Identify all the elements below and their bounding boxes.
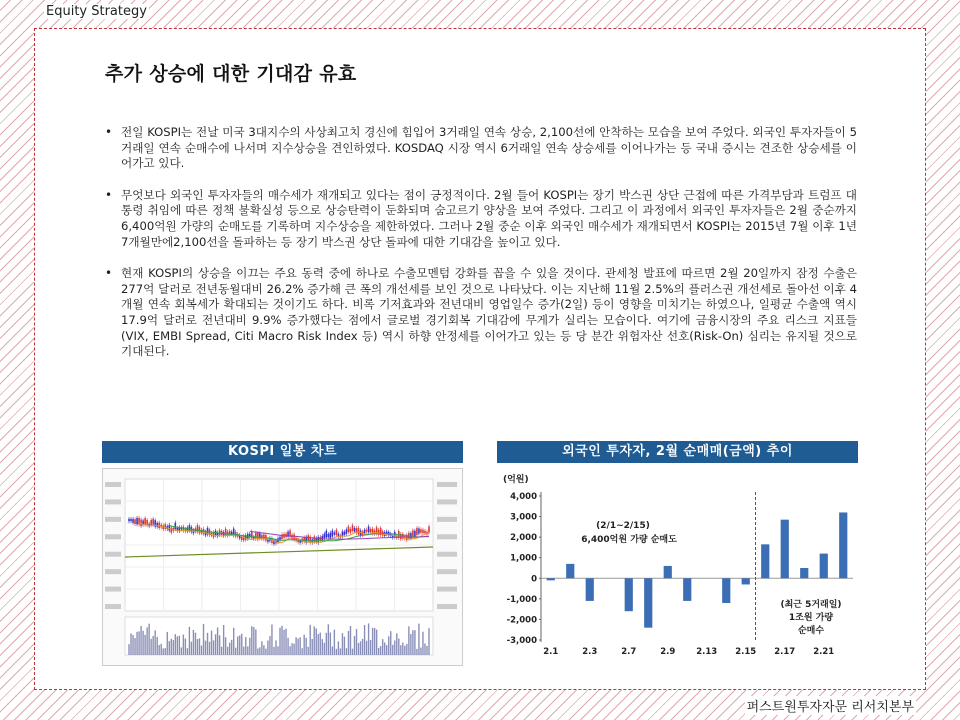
- candle-body: [197, 525, 199, 532]
- volume-bar: [283, 630, 284, 655]
- kospi-chart-svg: [103, 469, 462, 665]
- volume-bar: [316, 628, 317, 655]
- bullet-item: • 무엇보다 외국인 투자자들의 매수세가 재개되고 있다는 점이 긍정적이다. 2월 들어 KOSPI는 장기 박스권 상단 근접에 따른 가격부담과 트럼프 대통령 취임에 따른 정책 불확실성 등으로 상승탄력이 둔화되며 숨고르기 양상을 보여 주었다. 그리고 이 과정에서 외국인 투자자들은 2월 중순까지 6,400억원 가량의 순매도를 기록하며 지수상승을 제한하였다. 그러나 2월 중순 이후 외국인 매수세가 재개되면서 KOSPI는 2015년 7월 이후 1년 7개월만에2,100선을 돌파하는 등 장기 박스권 상단 돌파에 대한 기대감을 높이고 있다.: [105, 188, 857, 250]
- volume-bar: [374, 628, 375, 655]
- y-tick-label: -3,000: [506, 636, 537, 646]
- volume-bar: [392, 645, 393, 655]
- candle-body: [150, 520, 152, 525]
- volume-bar: [320, 633, 321, 655]
- x-tick-label: 2.15: [735, 647, 757, 657]
- volume-bar: [318, 634, 319, 655]
- candle-body: [136, 518, 138, 524]
- x-tick-label: 2.17: [774, 647, 796, 657]
- candle-body: [291, 535, 293, 539]
- candle-body: [342, 531, 344, 536]
- price-axis-tick: [437, 534, 457, 539]
- candle-body: [368, 526, 370, 532]
- candle-body: [189, 525, 191, 531]
- volume-bar: [128, 644, 129, 655]
- volume-bar: [255, 629, 256, 655]
- bullet-list: [105, 125, 857, 376]
- y-tick-label: 3,000: [510, 512, 537, 523]
- volume-bar: [253, 627, 254, 655]
- bar-2.15: [742, 578, 750, 584]
- volume-bar: [195, 633, 196, 655]
- candle-body: [418, 528, 420, 533]
- volume-bar: [396, 633, 397, 655]
- volume-bar: [289, 646, 290, 655]
- bar-2.9: [664, 566, 672, 578]
- volume-bar: [364, 625, 365, 655]
- section-label: Equity Strategy: [46, 4, 147, 19]
- volume-bar: [159, 645, 160, 655]
- candle-body: [156, 523, 158, 527]
- volume-bar: [146, 627, 147, 655]
- volume-bar: [400, 645, 401, 655]
- volume-bar: [376, 630, 377, 655]
- annotation-period-2: (최근 5거래일): [780, 600, 842, 610]
- candle-body: [350, 529, 352, 533]
- volume-bar: [144, 635, 145, 655]
- volume-bar: [307, 647, 308, 655]
- volume-bar: [328, 624, 329, 655]
- volume-bar: [297, 639, 298, 655]
- volume-bar: [189, 627, 190, 655]
- volume-bar: [338, 641, 339, 655]
- volume-bar: [261, 641, 262, 655]
- volume-bar: [285, 629, 286, 655]
- price-axis-tick: [437, 517, 457, 522]
- annotation-net-buy: 순매수: [797, 626, 825, 636]
- volume-bar: [398, 639, 399, 655]
- candle-body: [170, 527, 172, 532]
- candle-body: [336, 530, 338, 535]
- volume-bar: [154, 630, 155, 655]
- candle-body: [422, 530, 424, 533]
- candle-body: [241, 537, 243, 540]
- volume-bar: [223, 625, 224, 655]
- page-title: 추가 상승에 대한 기대감 유효: [105, 63, 357, 85]
- volume-bar: [263, 645, 264, 655]
- volume-bar: [269, 636, 270, 655]
- candle-body: [132, 519, 134, 523]
- candle-body: [134, 519, 136, 524]
- volume-bar: [334, 630, 335, 655]
- price-axis-tick: [437, 569, 457, 574]
- candle-body: [235, 532, 237, 537]
- volume-bar: [342, 633, 343, 655]
- volume-bar: [340, 648, 341, 655]
- volume-bar: [169, 641, 170, 655]
- candle-body: [424, 531, 426, 533]
- volume-bar: [179, 636, 180, 655]
- price-axis-tick: [437, 604, 457, 609]
- candle-body: [414, 531, 416, 537]
- volume-bar: [229, 643, 230, 655]
- bar-2.16: [761, 544, 769, 578]
- volume-bar: [350, 626, 351, 655]
- foreign-flow-chart: [497, 441, 858, 666]
- volume-bar: [428, 628, 429, 655]
- volume-bar: [358, 643, 359, 655]
- volume-bar: [312, 639, 313, 655]
- volume-bar: [322, 639, 323, 655]
- volume-bar: [138, 631, 139, 655]
- volume-bar: [249, 638, 250, 655]
- volume-bar: [171, 639, 172, 655]
- volume-bar: [291, 643, 292, 655]
- volume-bar: [132, 635, 133, 655]
- y-tick-label: -2,000: [506, 615, 537, 626]
- x-tick-label: 2.13: [696, 647, 718, 657]
- y-tick-label: 1,000: [510, 553, 537, 564]
- volume-bar: [404, 646, 405, 655]
- volume-bar: [390, 631, 391, 655]
- footer-org: 퍼스트원투자자문 리서치본부: [745, 696, 916, 715]
- price-axis-tick: [105, 552, 121, 557]
- candle-body: [346, 529, 348, 533]
- volume-bar: [271, 624, 272, 655]
- volume-bar: [356, 629, 357, 655]
- volume-bar: [245, 637, 246, 655]
- price-axis-tick: [105, 569, 121, 574]
- y-axis-label: (억원): [503, 475, 529, 485]
- volume-bar: [247, 646, 248, 655]
- y-tick-label: 0: [531, 574, 537, 585]
- candle-body: [324, 534, 326, 539]
- candle-body: [358, 528, 360, 534]
- candle-body: [348, 526, 350, 532]
- price-axis-tick: [437, 499, 457, 504]
- x-tick-label: 2.1: [543, 647, 559, 657]
- foreign-flow-svg: [497, 468, 858, 666]
- volume-bar: [167, 632, 168, 655]
- candle-body: [364, 530, 366, 534]
- kospi-chart-image: [102, 468, 463, 666]
- bar-2.21: [820, 554, 828, 579]
- candle-body: [344, 532, 346, 535]
- volume-bar: [410, 634, 411, 655]
- volume-bar: [267, 641, 268, 655]
- candle-body: [334, 533, 336, 535]
- volume-bar: [142, 631, 143, 655]
- volume-bar: [181, 647, 182, 655]
- volume-bar: [416, 649, 417, 655]
- volume-bar: [354, 636, 355, 655]
- volume-bar: [241, 634, 242, 655]
- candle-body: [128, 519, 130, 521]
- volume-bar: [366, 641, 367, 655]
- price-axis-tick: [105, 517, 121, 522]
- candle-body: [354, 528, 356, 532]
- volume-bar: [336, 649, 337, 655]
- candle-body: [330, 533, 332, 539]
- volume-bar: [301, 648, 302, 655]
- candle-body: [332, 530, 334, 536]
- volume-bar: [165, 648, 166, 655]
- volume-bar: [231, 640, 232, 655]
- candle-body: [328, 534, 330, 537]
- candle-body: [231, 532, 233, 534]
- bar-2.20: [800, 568, 808, 578]
- foreign-flow-chart-title: 외국인 투자자, 2월 순매매(금액) 추이: [497, 441, 858, 463]
- volume-bar: [225, 637, 226, 655]
- volume-bar: [227, 647, 228, 655]
- y-tick-label: 2,000: [510, 533, 537, 544]
- volume-bar: [295, 637, 296, 655]
- volume-bar: [332, 647, 333, 655]
- x-tick-label: 2.3: [582, 647, 598, 657]
- bar-2.2: [566, 564, 574, 578]
- volume-bar: [213, 640, 214, 655]
- volume-bar: [134, 638, 135, 655]
- volume-bar: [362, 639, 363, 655]
- volume-bar: [372, 628, 373, 655]
- candle-body: [366, 530, 368, 532]
- candle-body: [251, 531, 253, 538]
- price-axis-tick: [105, 499, 121, 504]
- volume-bar: [305, 638, 306, 655]
- volume-bar: [187, 648, 188, 655]
- volume-bar: [277, 646, 278, 655]
- volume-bar: [348, 631, 349, 655]
- annotation-net-sell: 6,400억원 가량 순매도: [581, 535, 677, 545]
- volume-bar: [191, 642, 192, 655]
- volume-bar: [414, 630, 415, 655]
- volume-bar: [424, 643, 425, 655]
- volume-bar: [161, 644, 162, 655]
- candle-body: [138, 518, 140, 525]
- volume-bar: [233, 628, 234, 655]
- candle-body: [219, 530, 221, 535]
- volume-bar: [310, 625, 311, 655]
- bar-2.1: [547, 578, 555, 580]
- volume-bar: [386, 645, 387, 655]
- candle-body: [130, 519, 132, 521]
- volume-bar: [243, 647, 244, 655]
- foreign-flow-plot: [497, 468, 858, 666]
- kospi-chart: [102, 441, 463, 666]
- volume-bar: [324, 643, 325, 655]
- bar-2.7: [625, 578, 633, 611]
- volume-bar: [257, 648, 258, 655]
- volume-bar: [299, 637, 300, 655]
- candle-body: [370, 529, 372, 532]
- volume-bar: [344, 637, 345, 655]
- x-tick-label: 2.7: [621, 647, 637, 657]
- y-tick-label: -1,000: [506, 594, 537, 605]
- volume-bar: [251, 626, 252, 655]
- volume-bar: [330, 633, 331, 655]
- volume-bar: [201, 646, 202, 655]
- volume-bar: [150, 639, 151, 655]
- volume-bar: [217, 628, 218, 655]
- volume-bar: [382, 639, 383, 655]
- volume-bar: [368, 623, 369, 655]
- volume-bar: [420, 647, 421, 655]
- price-axis-tick: [105, 534, 121, 539]
- x-tick-label: 2.9: [660, 647, 676, 657]
- y-tick-label: 4,000: [510, 492, 537, 502]
- price-axis-tick: [437, 552, 457, 557]
- volume-bar: [380, 646, 381, 655]
- volume-bar: [136, 632, 137, 655]
- volume-bar: [384, 642, 385, 655]
- volume-bar: [237, 636, 238, 655]
- bar-2.14: [722, 578, 730, 603]
- volume-bar: [259, 647, 260, 655]
- bullet-item: • 전일 KOSPI는 전날 미국 3대지수의 사상최고치 경신에 힘입어 3거래일 연속 상승, 2,100선에 안착하는 모습을 보여 주었다. 외국인 투자자들이 5거래일 연속 순매수에 나서며 지수상승을 견인하였다. KOSDAQ 시장 역시 6거래일 연속 상승세를 이어나가는 등 국내 증시는 견조한 상승세를 이어가고 있다.: [105, 125, 857, 172]
- bar-2.10: [683, 578, 691, 601]
- volume-bar: [163, 648, 164, 655]
- volume-bar: [273, 647, 274, 655]
- volume-bar: [148, 624, 149, 655]
- volume-bar: [426, 646, 427, 655]
- volume-bar: [360, 641, 361, 655]
- volume-bar: [303, 635, 304, 655]
- volume-bar: [209, 642, 210, 655]
- volume-bar: [408, 626, 409, 655]
- bullet-item: • 현재 KOSPI의 상승을 이끄는 주요 동력 중에 하나로 수출모멘텀 강화를 꼽을 수 있을 것이다. 관세청 발표에 따르면 2월 20일까지 잠정 수출은 277억 달러로 전년동월대비 26.2% 증가해 큰 폭의 개선세를 보인 것으로 나타났다. 이는 지난해 11월 2.5%의 플러스권 개선세로 돌아선 이후 4개월 연속 회복세가 확대되는 것이기도 하다. 비록 기저효과와 전년대비 영업일수 증가(2일) 등이 영향을 미치기는 하였으나, 일평균 수출액 역시 17.9억 달러로 전년대비 9.9% 증가했다는 점에서 글로벌 경기회복 기대감에 무게가 실리는 모습이다. 여기에 금융시장의 주요 리스크 지표들(VIX, EMBI Spread, Citi Macro Risk Index 등) 역시 하향 안정세를 이어가고 있는 등 당 분간 위험자산 선호(Risk-On) 심리는 유지될 것으로 기대된다.: [105, 266, 857, 360]
- candle-body: [352, 525, 354, 531]
- volume-bar: [203, 624, 204, 655]
- volume-bar: [388, 636, 389, 655]
- volume-bar: [394, 640, 395, 655]
- candle-body: [299, 541, 301, 543]
- volume-bar: [130, 633, 131, 655]
- volume-bar: [215, 634, 216, 655]
- volume-bar: [156, 637, 157, 655]
- candle-body: [412, 530, 414, 537]
- volume-bar: [287, 638, 288, 655]
- volume-bar: [406, 644, 407, 655]
- volume-bar: [412, 630, 413, 655]
- volume-bar: [326, 633, 327, 655]
- volume-bar: [418, 624, 419, 655]
- volume-bar: [175, 634, 176, 655]
- candle-body: [326, 531, 328, 538]
- volume-bar: [183, 635, 184, 655]
- volume-bar: [239, 635, 240, 655]
- volume-bar: [370, 640, 371, 655]
- volume-bar: [197, 639, 198, 655]
- volume-bar: [185, 638, 186, 655]
- bar-2.22: [839, 512, 847, 578]
- volume-bar: [211, 631, 212, 655]
- price-axis-tick: [437, 482, 457, 487]
- price-axis-tick: [105, 482, 121, 487]
- volume-bar: [177, 636, 178, 655]
- x-tick-label: 2.21: [813, 647, 835, 657]
- price-axis-tick: [437, 587, 457, 592]
- candle-body: [428, 526, 430, 532]
- candle-body: [420, 529, 422, 532]
- volume-bar: [422, 632, 423, 655]
- volume-bar: [378, 648, 379, 655]
- candle-body: [416, 528, 418, 535]
- volume-bar: [275, 640, 276, 655]
- volume-bar: [235, 648, 236, 655]
- price-axis-tick: [105, 604, 121, 609]
- price-axis-tick: [105, 587, 121, 592]
- candle-body: [321, 536, 323, 540]
- annotation-period-1: (2/1~2/15): [596, 521, 650, 531]
- candle-body: [144, 518, 146, 525]
- volume-bar: [205, 641, 206, 655]
- report-page: [34, 28, 926, 690]
- volume-bar: [281, 626, 282, 655]
- volume-bar: [293, 644, 294, 655]
- volume-bar: [314, 626, 315, 655]
- volume-bar: [199, 638, 200, 655]
- volume-bar: [221, 647, 222, 655]
- volume-bar: [279, 628, 280, 655]
- bar-2.17: [781, 520, 789, 579]
- volume-bar: [219, 635, 220, 655]
- volume-bar: [265, 649, 266, 655]
- candle-body: [152, 519, 154, 525]
- volume-bar: [140, 626, 141, 655]
- candle-body: [175, 523, 177, 529]
- volume-bar: [173, 640, 174, 655]
- kospi-chart-title: KOSPI 일봉 차트: [102, 441, 463, 463]
- bar-2.3: [586, 578, 594, 601]
- volume-bar: [193, 630, 194, 655]
- volume-bar: [402, 643, 403, 655]
- volume-bar: [207, 633, 208, 655]
- bar-2.8: [644, 578, 652, 627]
- volume-bar: [352, 649, 353, 655]
- volume-bar: [152, 636, 153, 655]
- annotation-amount: 1조원 가량: [788, 613, 834, 623]
- volume-bar: [346, 648, 347, 655]
